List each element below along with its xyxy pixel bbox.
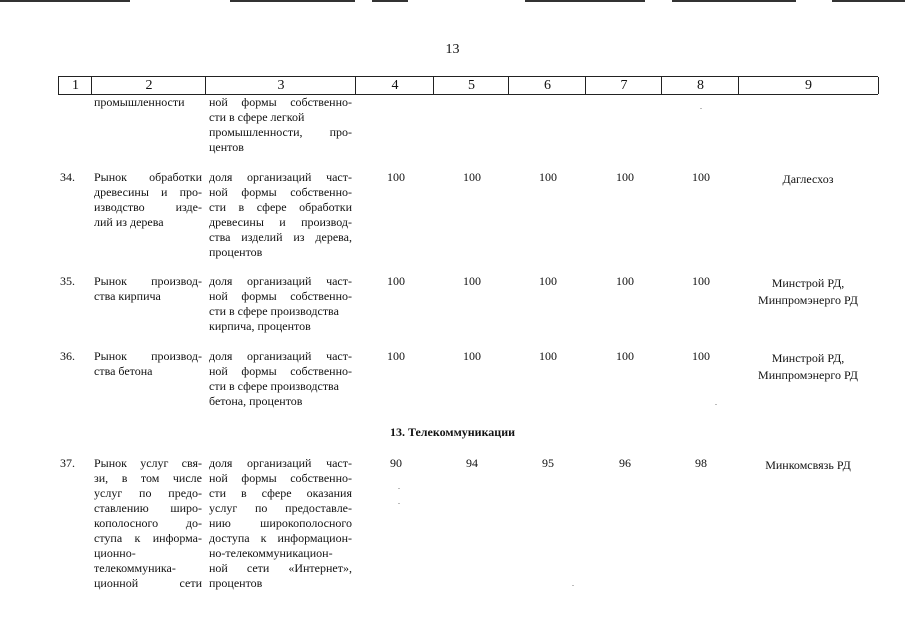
- indicator-line: древесины и производ-: [209, 215, 352, 229]
- responsible-line: Минкомсвязь РД: [765, 458, 851, 472]
- indicator-line: ства изделий из дерева,: [209, 230, 352, 244]
- row-number: 37.: [60, 456, 75, 470]
- indicator-line: центов: [209, 140, 244, 154]
- indicator-line: промышленности, про-: [209, 125, 352, 139]
- value-col-8: 100: [692, 349, 710, 363]
- column-header-row: [58, 76, 878, 95]
- value-col-4: 100: [387, 349, 405, 363]
- scan-edge-line: [525, 0, 645, 2]
- market-line: зи, в том числе: [94, 471, 202, 485]
- scan-speck: [398, 503, 400, 504]
- value-col-5: 100: [463, 274, 481, 288]
- scan-edge-line: [372, 0, 408, 2]
- indicator-text: [209, 456, 352, 591]
- responsible-line: Минпромэнерго РД: [758, 368, 858, 382]
- market-line: Рынок производ-: [94, 274, 202, 288]
- value-col-6: 100: [539, 349, 557, 363]
- value-col-8: 98: [695, 456, 707, 470]
- indicator-line: процентов: [209, 576, 263, 590]
- responsible-line: Минпромэнерго РД: [758, 293, 858, 307]
- scan-speck: [700, 108, 702, 109]
- indicator-line: доля организаций част-: [209, 456, 352, 470]
- indicator-text: [209, 170, 352, 260]
- indicator-line: ной формы собственно-: [209, 471, 352, 485]
- scan-edge-line: [672, 0, 796, 2]
- indicator-line: нию широкополосного: [209, 516, 352, 530]
- responsible-body: [738, 350, 878, 384]
- market-name: [94, 274, 202, 304]
- column-header-2: 2: [91, 77, 206, 94]
- value-col-4: 90: [390, 456, 402, 470]
- market-line: услуг по предо-: [94, 486, 202, 500]
- responsible-body: [738, 275, 878, 309]
- value-col-7: 100: [616, 274, 634, 288]
- market-line: кополосного до-: [94, 516, 202, 530]
- market-line: ступа к информа-: [94, 531, 202, 545]
- indicator-line: услуг по предоставле-: [209, 501, 352, 515]
- indicator-line: ной формы собственно-: [209, 185, 352, 199]
- value-col-6: 100: [539, 170, 557, 184]
- market-line: ства кирпича: [94, 289, 161, 303]
- indicator-line: кирпича, процентов: [209, 319, 311, 333]
- value-col-7: 100: [616, 349, 634, 363]
- market-line: телекоммуника-: [94, 561, 176, 575]
- scan-speck: [572, 585, 574, 586]
- column-header-7: 7: [585, 77, 662, 94]
- column-header-9: 9: [738, 77, 879, 94]
- responsible-body: [738, 457, 878, 474]
- market-name: [94, 95, 202, 110]
- indicator-line: бетона, процентов: [209, 394, 303, 408]
- market-line: лий из дерева: [94, 215, 164, 229]
- row-number: 36.: [60, 349, 75, 363]
- indicator-line: но-телекоммуникацион-: [209, 546, 333, 560]
- market-name: [94, 170, 202, 230]
- value-col-4: 100: [387, 274, 405, 288]
- scan-edge-line: [832, 0, 905, 2]
- indicator-text: [209, 349, 352, 409]
- responsible-line: Даглесхоз: [782, 172, 834, 186]
- market-line: Рынок услуг свя-: [94, 456, 202, 470]
- responsible-line: Минстрой РД,: [771, 276, 845, 290]
- indicator-line: ной сети «Интернет»,: [209, 561, 352, 575]
- scan-edge-line: [0, 0, 130, 2]
- value-col-8: 100: [692, 170, 710, 184]
- indicator-line: доля организаций част-: [209, 349, 352, 363]
- section-title: 13. Телекоммуникации: [389, 425, 516, 439]
- column-header-4: 4: [355, 77, 434, 94]
- row-number: 34.: [60, 170, 75, 184]
- responsible-line: Минстрой РД,: [771, 351, 845, 365]
- column-header-1: 1: [58, 77, 92, 94]
- market-name: [94, 349, 202, 379]
- indicator-line: сти в сфере производства: [209, 304, 339, 318]
- column-header-3: 3: [205, 77, 356, 94]
- indicator-line: доля организаций част-: [209, 170, 352, 184]
- column-header-5: 5: [433, 77, 509, 94]
- indicator-line: ной формы собственно-: [209, 364, 352, 378]
- market-line: древесины и про-: [94, 185, 202, 199]
- indicator-line: сти в сфере обработки: [209, 200, 352, 214]
- value-col-7: 96: [619, 456, 631, 470]
- column-header-6: 6: [508, 77, 586, 94]
- market-name: [94, 456, 202, 591]
- indicator-line: ной формы собственно-: [209, 95, 352, 109]
- market-line: ставлению широ-: [94, 501, 202, 515]
- market-line: изводство изде-: [94, 200, 202, 214]
- value-col-8: 100: [692, 274, 710, 288]
- page-number: 13: [445, 42, 460, 57]
- value-col-5: 94: [466, 456, 478, 470]
- row-number: 35.: [60, 274, 75, 288]
- indicator-line: сти в сфере оказания: [209, 486, 352, 500]
- market-line: ционно-: [94, 546, 136, 560]
- indicator-line: сти в сфере легкой: [209, 110, 305, 124]
- scan-speck: [398, 488, 400, 489]
- scan-edge-line: [230, 0, 355, 2]
- market-line: промышленности: [94, 95, 185, 109]
- responsible-body: [738, 171, 878, 188]
- value-col-5: 100: [463, 170, 481, 184]
- market-line: ства бетона: [94, 364, 153, 378]
- indicator-line: доля организаций част-: [209, 274, 352, 288]
- column-header-8: 8: [661, 77, 739, 94]
- value-col-7: 100: [616, 170, 634, 184]
- value-col-6: 100: [539, 274, 557, 288]
- value-col-6: 95: [542, 456, 554, 470]
- value-col-5: 100: [463, 349, 481, 363]
- indicator-line: ной формы собственно-: [209, 289, 352, 303]
- indicator-line: доступа к информацион-: [209, 531, 352, 545]
- scan-speck: [715, 404, 717, 405]
- indicator-text: [209, 274, 352, 334]
- indicator-text: [209, 95, 352, 155]
- value-col-4: 100: [387, 170, 405, 184]
- market-line: ционной сети: [94, 576, 202, 590]
- market-line: Рынок производ-: [94, 349, 202, 363]
- market-line: Рынок обработки: [94, 170, 202, 184]
- indicator-line: процентов: [209, 245, 263, 259]
- indicator-line: сти в сфере производства: [209, 379, 339, 393]
